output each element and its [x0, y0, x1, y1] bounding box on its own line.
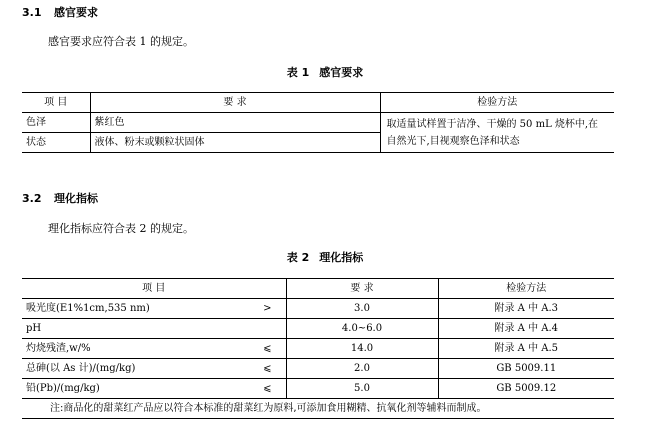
section-number: 3.1 [22, 6, 42, 19]
table-row [22, 339, 614, 359]
table-cell-method: 附录 A 中 A.3 [438, 299, 614, 319]
table-note-row [22, 399, 614, 419]
table-header-row [22, 93, 614, 113]
table-header-row [22, 279, 614, 299]
table-cell-requirement: 3.0 [286, 299, 438, 319]
table2 [22, 278, 614, 419]
table-row [22, 379, 614, 399]
table-header-cell: 检验方法 [438, 279, 614, 299]
table-cell-comparator: ⩽ [232, 339, 286, 359]
table-cell-method: 取适量试样置于洁净、干燥的 50 mL 烧杯中,在自然光下,目视观察色泽和状态 [380, 113, 614, 153]
table1-caption-number: 表 1 [286, 66, 310, 79]
section-heading-3-1 [22, 4, 98, 20]
table-cell-item: 灼烧残渣,w/% [22, 339, 232, 359]
table-note: 注:商品化的甜菜红产品应以符合本标准的甜菜红为原料,可添加食用糊精、抗氧化剂等辅料而制成。 [22, 399, 614, 419]
table-header-cell: 项 目 [22, 93, 90, 113]
table2-caption [0, 249, 650, 265]
table-cell-comparator: ⩽ [232, 379, 286, 399]
table-row [22, 359, 614, 379]
table-cell-item: 铅(Pb)/(mg/kg) [22, 379, 232, 399]
table-cell-requirement: 2.0 [286, 359, 438, 379]
table-cell-item: 色泽 [22, 113, 90, 133]
table-cell-comparator: ⩽ [232, 359, 286, 379]
table-cell-item: 状态 [22, 133, 90, 153]
table2-caption-number: 表 2 [286, 251, 310, 264]
section-title: 感官要求 [54, 6, 98, 19]
table-header-cell: 要 求 [90, 93, 380, 113]
table-row [22, 299, 614, 319]
table-cell-method: GB 5009.12 [438, 379, 614, 399]
table-cell-item: 吸光度(E1%1cm,535 nm) [22, 299, 232, 319]
table-cell-method: 附录 A 中 A.5 [438, 339, 614, 359]
table1-caption-title: 感官要求 [319, 66, 364, 79]
table-cell-requirement: 液体、粉末或颗粒状固体 [90, 133, 380, 153]
table-header-cell: 检验方法 [380, 93, 614, 113]
section-body-3-2: 理化指标应符合表 2 的规定。 [48, 222, 194, 235]
table-cell-requirement: 5.0 [286, 379, 438, 399]
table-cell-requirement: 紫红色 [90, 113, 380, 133]
table-cell-requirement: 4.0~6.0 [286, 319, 438, 339]
section-title: 理化指标 [54, 192, 98, 205]
table-row [22, 113, 614, 133]
table-cell-requirement: 14.0 [286, 339, 438, 359]
section-number: 3.2 [22, 192, 42, 205]
table-header-cell: 项 目 [22, 279, 286, 299]
table-cell-item: pH [22, 319, 232, 339]
section-body-3-1: 感官要求应符合表 1 的规定。 [48, 35, 194, 48]
table2-caption-title: 理化指标 [319, 251, 364, 264]
table-header-cell: 要 求 [286, 279, 438, 299]
table-row [22, 319, 614, 339]
table-cell-comparator [232, 319, 286, 339]
table-cell-item: 总砷(以 As 计)/(mg/kg) [22, 359, 232, 379]
table-cell-method: GB 5009.11 [438, 359, 614, 379]
table-cell-comparator: > [232, 299, 286, 319]
section-heading-3-2 [22, 190, 98, 206]
table1-caption [0, 64, 650, 80]
table1 [22, 92, 614, 153]
table-cell-method: 附录 A 中 A.4 [438, 319, 614, 339]
